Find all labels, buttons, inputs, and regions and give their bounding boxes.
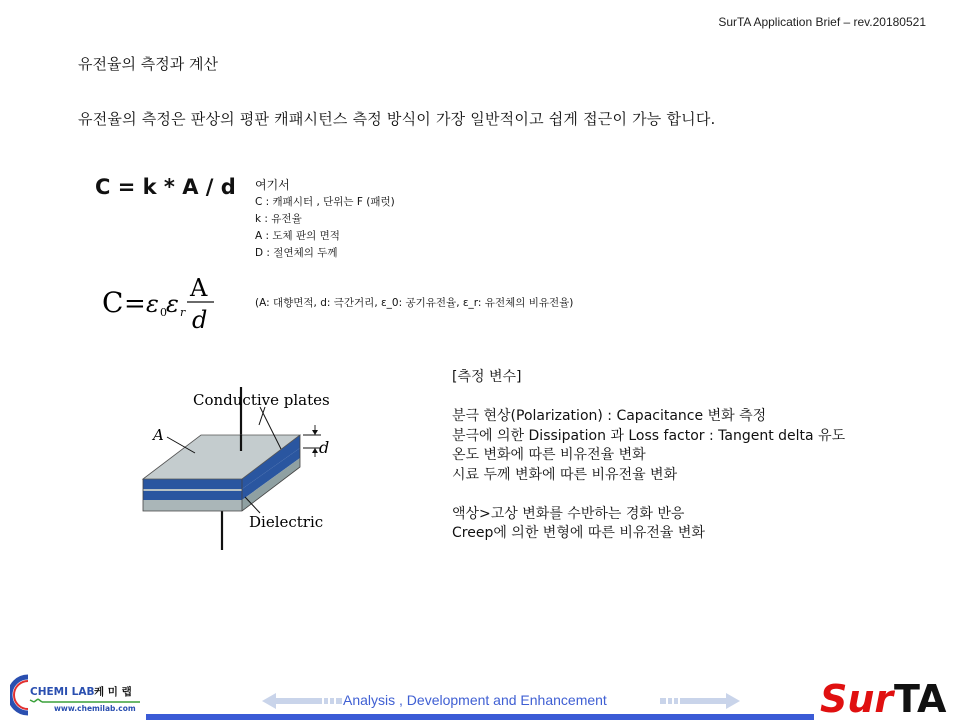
where-heading: 여기서 bbox=[255, 178, 290, 192]
surta-logo bbox=[818, 670, 948, 720]
capacitor-diagram bbox=[135, 385, 375, 555]
brief-header: SurTA Application Brief – rev.20180521 bbox=[718, 15, 926, 29]
param-item: 온도 변화에 따른 비유전율 변화 bbox=[452, 447, 646, 463]
intro-text: 유전율의 측정은 판상의 평판 캐패시턴스 측정 방식이 가장 일반적이고 쉽게 접근이 가능 합니다. bbox=[78, 110, 716, 128]
eq-denominator: d bbox=[192, 306, 208, 334]
logo-brand-name: CHEMI LAB bbox=[30, 686, 95, 698]
logo-url: www.chemilab.com bbox=[54, 704, 136, 713]
eq-numerator: A bbox=[190, 274, 208, 302]
params-heading: [측정 변수] bbox=[452, 369, 522, 385]
formula-explanation bbox=[255, 177, 395, 262]
page-title: 유전율의 측정과 계산 bbox=[78, 55, 218, 73]
where-line: k : 유전율 bbox=[255, 213, 302, 225]
conductive-plates-label: Conductive plates bbox=[193, 391, 330, 409]
surta-logo-text: Sur bbox=[820, 677, 894, 720]
bottom-plate-front bbox=[143, 500, 242, 511]
footer-bar bbox=[146, 714, 814, 720]
param-item: Creep에 의한 변형에 따른 비유전율 변화 bbox=[452, 525, 705, 541]
param-item: 액상>고상 변화를 수반하는 경화 반응 bbox=[452, 505, 685, 522]
top-plate-front bbox=[143, 479, 242, 489]
eq-sub-0: 0 bbox=[160, 306, 167, 319]
logo-korean-name: 케 미 랩 bbox=[94, 686, 132, 698]
svg-text:TA: TA bbox=[894, 677, 947, 720]
eq-lhs: C bbox=[102, 286, 124, 319]
measurement-variables bbox=[452, 368, 845, 544]
logo-c-ring bbox=[10, 677, 28, 713]
where-line: D : 절연체의 두께 bbox=[255, 247, 338, 259]
permittivity-equation bbox=[100, 272, 230, 334]
footer-tagline: Analysis , Development and Enhancement bbox=[343, 692, 607, 708]
eq-epsilon-0: ε bbox=[146, 290, 159, 318]
chemilab-logo bbox=[10, 672, 145, 718]
param-item: 시료 두께 변화에 따른 비유전율 변화 bbox=[452, 466, 678, 483]
eq-sub-r: r bbox=[180, 306, 186, 319]
where-line: C : 캐패시터 , 단위는 F (패럿) bbox=[255, 196, 395, 208]
equation-legend: (A: 대향면적, d: 극간거리, ε_0: 공기유전율, ε_r: 유전체의 비유전율) bbox=[255, 297, 574, 309]
eq-equals: = bbox=[124, 289, 146, 319]
dielectric-label: Dielectric bbox=[249, 513, 324, 531]
eq-epsilon-r: ε bbox=[166, 290, 179, 318]
where-line: A : 도체 판의 면적 bbox=[255, 230, 340, 242]
thickness-label: d bbox=[319, 438, 330, 457]
right-arrow-icon bbox=[660, 692, 740, 710]
left-arrow-icon bbox=[262, 692, 342, 710]
param-item: 분극에 의한 Dissipation 과 Loss factor : Tangent delta 유도 bbox=[452, 427, 846, 444]
area-label: A bbox=[153, 426, 164, 444]
param-item: 분극 현상(Polarization) : Capacitance 변화 측정 bbox=[452, 408, 767, 424]
capacitance-formula: C = k * A / d bbox=[95, 175, 236, 199]
